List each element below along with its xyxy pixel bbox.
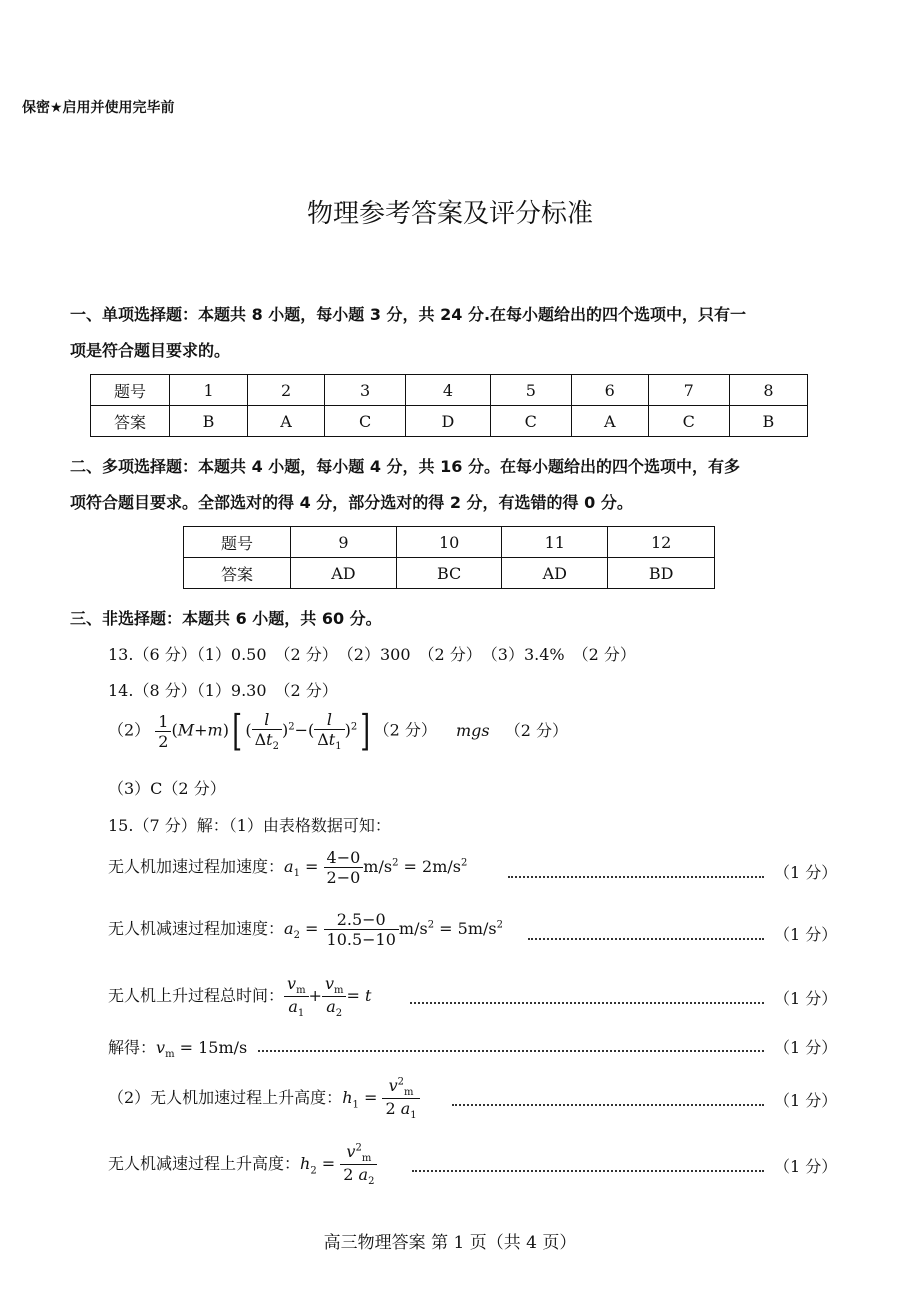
q15-intro: 15.（7 分）解：（1）由表格数据可知： (108, 816, 391, 835)
question-number: 5 (490, 375, 571, 406)
confidential-label: 保密★启用并使用完毕前 (22, 100, 175, 116)
line-label: 解得： (108, 1038, 157, 1057)
table-row (91, 406, 808, 437)
q15-line-a1: 无人机加速过程加速度：$a_1$ = $\frac{4-0}{2-0}$ $m/s^2 = 2m/s^2$ (108, 848, 468, 887)
q14-part1: 14.（8 分）（1）9.30 （2 分） (108, 681, 338, 700)
score-label: （1 分） (774, 1038, 838, 1057)
formula-fraction-half: $\frac{1}{2}$ (155, 712, 171, 751)
section1-heading-line1: 一、单项选择题：本题共 8 小题，每小题 3 分，共 24 分.在每小题给出的四个选项中，只有一 (70, 305, 747, 324)
score-label: （1 分） (774, 863, 838, 882)
section2-heading-line2: 项符合题目要求。全部选对的得 4 分，部分选对的得 2 分，有选错的得 0 分。 (70, 493, 633, 512)
leader-dots (452, 1104, 764, 1106)
formula-fraction-l-dt1: $\frac{l}{\Delta t_1}$ (314, 710, 344, 752)
question-number: 11 (502, 527, 608, 558)
q14-part2-prefix: （2） (108, 720, 151, 740)
answer-cell: BC (396, 558, 501, 589)
answer-cell: C (490, 406, 571, 437)
line-label: （2）无人机加速过程上升高度： (108, 1088, 343, 1108)
q15-line-h2: 无人机减速过程上升高度：$h_2$ = $\frac{v^2_m}{2 a_2}$ (108, 1142, 377, 1187)
section2-heading-line1: 二、多项选择题：本题共 4 小题，每小题 4 分，共 16 分。在每小题给出的四个选项中，有多 (70, 457, 740, 476)
q14-part2-score: （2 分） (504, 720, 568, 740)
answer-cell: A (571, 406, 648, 437)
question-number: 9 (291, 527, 397, 558)
row-label-answer: 答案 (184, 558, 291, 589)
line-label: 无人机上升过程总时间： (108, 986, 285, 1006)
question-number: 8 (729, 375, 807, 406)
line-label: 无人机减速过程加速度： (108, 919, 285, 938)
q13-answer: 13.（6 分）（1）0.50 （2 分） （2）300 （2 分） （3）3.4% （2 分） (108, 645, 636, 664)
formula-fraction-l-dt2: $\frac{l}{\Delta t_2}$ (252, 710, 282, 752)
question-number: 3 (325, 375, 406, 406)
q15-line-a2: 无人机减速过程加速度：$a_2$ = $\frac{2.5-0}{10.5-10}$ $m/s^2 = 5m/s^2$ (108, 910, 503, 949)
question-number: 1 (170, 375, 248, 406)
q14-part2: （2） $\frac{1}{2}$ (M+m)[ ( $\frac{l}{\Delta t_2}$ )$^2$−( $\frac{l}{\Delta t_1}$ )$^2$] （2 分） mgs （2 分） (108, 706, 568, 756)
leader-dots (412, 1170, 764, 1172)
page-title: 物理参考答案及评分标准 (306, 199, 593, 229)
table-row (184, 558, 715, 589)
score-label: （1 分） (774, 1157, 838, 1176)
q15-line-h1: （2）无人机加速过程上升高度：$h_1$ = $\frac{v^2_m}{2 a_1}$ (108, 1076, 420, 1121)
row-label-question: 题号 (184, 527, 291, 558)
q14-part2-suffix: （2 分） (373, 720, 437, 740)
answer-cell: B (729, 406, 807, 437)
answer-cell: C (648, 406, 729, 437)
answer-cell: AD (502, 558, 608, 589)
page-footer: 高三物理答案 第 1 页（共 4 页） (323, 1233, 577, 1253)
question-number: 4 (406, 375, 491, 406)
section2-answer-table (183, 526, 715, 589)
section3-heading: 三、非选择题：本题共 6 小题，共 60 分。 (70, 609, 382, 628)
answer-cell: AD (291, 558, 397, 589)
answer-cell: B (170, 406, 248, 437)
formula-fraction: $\frac{v_m}{a_2}$ (322, 974, 347, 1019)
question-number: 12 (608, 527, 715, 558)
score-label: （1 分） (774, 989, 838, 1008)
section1-heading-line2: 项是符合题目要求的。 (70, 341, 231, 360)
formula-fraction: $\frac{v_m}{a_1}$ (284, 974, 309, 1019)
leader-dots (528, 938, 764, 940)
question-number: 2 (248, 375, 325, 406)
score-label: （1 分） (774, 925, 838, 944)
answer-cell: D (406, 406, 491, 437)
leader-dots (410, 1002, 764, 1004)
answer-cell: C (325, 406, 406, 437)
score-label: （1 分） (774, 1091, 838, 1110)
answer-cell: A (248, 406, 325, 437)
question-number: 10 (396, 527, 501, 558)
row-label-answer: 答案 (91, 406, 170, 437)
row-label-question: 题号 (91, 375, 170, 406)
leader-dots (258, 1050, 764, 1052)
formula-fraction: $\frac{v^2_m}{2 a_1}$ (382, 1076, 419, 1121)
line-label: 无人机加速过程加速度： (108, 857, 285, 876)
line-label: 无人机减速过程上升高度： (108, 1154, 301, 1174)
question-number: 6 (571, 375, 648, 406)
table-row (184, 527, 715, 558)
table-row (91, 375, 808, 406)
section1-answer-table (90, 374, 808, 437)
formula-fraction: $\frac{v^2_m}{2 a_2}$ (340, 1142, 377, 1187)
q14-mgs: mgs (456, 720, 490, 740)
q15-line-total-time: 无人机上升过程总时间： $\frac{v_m}{a_1}$ + $\frac{v_m}{a_2}$ = t (108, 974, 372, 1020)
question-number: 7 (648, 375, 729, 406)
answer-cell: BD (608, 558, 715, 589)
q15-line-vm: 解得：$v_m = 15m/s$ (108, 1038, 248, 1061)
q14-part3: （3）C（2 分） (108, 779, 226, 798)
formula-fraction: $\frac{4-0}{2-0}$ (324, 848, 364, 887)
formula-fraction: $\frac{2.5-0}{10.5-10}$ (324, 910, 399, 949)
leader-dots (508, 876, 764, 878)
